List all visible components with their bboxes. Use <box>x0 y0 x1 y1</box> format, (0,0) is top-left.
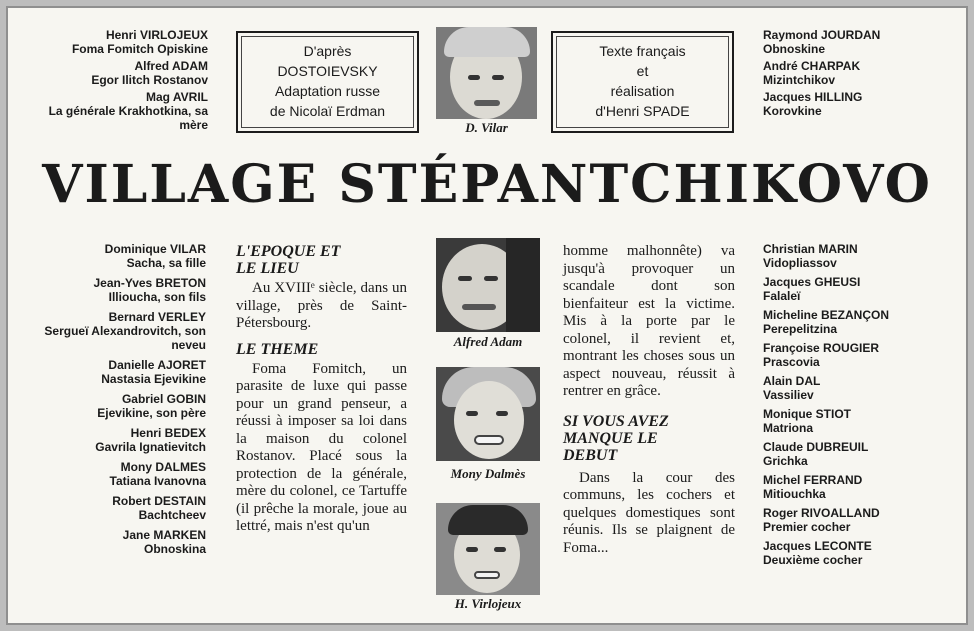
credit-line: et <box>636 63 649 79</box>
actor-name: Claude DUBREUIL <box>763 440 869 454</box>
actor-name: Alain DAL <box>763 374 821 388</box>
actor-name: Mony DALMES <box>120 460 206 474</box>
cast-entry <box>763 407 889 435</box>
actor-name: Gabriel GOBIN <box>121 392 206 406</box>
role-name: Falaleï <box>763 289 801 303</box>
cast-entry <box>763 506 889 534</box>
top-right-cast-list <box>763 28 880 121</box>
role-name: Deuxième cocher <box>763 553 863 567</box>
section-heading: LE THEME <box>236 340 319 358</box>
role-name: Mizintchikov <box>763 73 836 87</box>
cast-entry <box>763 28 880 56</box>
role-name: Gavrila Ignatievitch <box>95 440 206 454</box>
credit-line: Adaptation russe <box>274 83 381 99</box>
right-cast-list <box>763 242 889 572</box>
actor-name: Robert DESTAIN <box>112 494 206 508</box>
role-name: Tatiana Ivanovna <box>109 474 206 488</box>
credit-line: réalisation <box>610 83 675 99</box>
role-name: Mitiouchka <box>763 487 826 501</box>
section-text: Foma Fomitch, un parasite de luxe qui passe pour un grand penseur, a réussi à imposer sa loi dans la maison du colonel Rostanov. Placé sous la protection de la générale, mère du colonel, ce Tartuffe (il prêche la morale, joue au lettré, mais n'est qu'un <box>236 360 407 534</box>
credit-line: D'après <box>303 43 352 59</box>
actor-name: Dominique VILAR <box>104 242 206 256</box>
role-name: Premier cocher <box>763 520 851 534</box>
cast-entry <box>763 242 889 270</box>
role-name: Foma Fomitch Opiskine <box>71 42 208 56</box>
section-text: Dans la cour des communs, les cochers et quelques domestiques sont réunis. Ils se plaignent de Foma... <box>563 469 735 556</box>
role-name: Korovkine <box>763 104 822 118</box>
role-name: Vidopliassov <box>763 256 837 270</box>
role-name: Prascovia <box>763 355 820 369</box>
credit-line: de Nicolaï Erdman <box>269 103 386 119</box>
role-name: Matriona <box>763 421 814 435</box>
cast-entry <box>763 308 889 336</box>
role-name: Perepelitzina <box>763 322 838 336</box>
credits-box-translation <box>551 31 734 133</box>
actor-name: Jacques LECONTE <box>763 539 872 553</box>
actor-name: Jane MARKEN <box>122 528 206 542</box>
article-column-1 <box>236 243 407 536</box>
cast-entry <box>36 358 206 386</box>
page-title: VILLAGE STÉPANTCHIKOVO <box>42 154 932 215</box>
cast-entry <box>763 473 889 501</box>
cast-entry <box>36 528 206 556</box>
section-heading: L'EPOQUE ET LE LIEU <box>236 243 341 277</box>
actor-name: Michel FERRAND <box>763 473 863 487</box>
top-left-cast-list <box>22 28 208 135</box>
cast-entry <box>36 460 206 488</box>
role-name: Bachtcheev <box>138 508 206 522</box>
actor-name: Henri VIRLOJEUX <box>105 28 208 42</box>
role-name: La générale Krakhotkina, sa mère <box>48 104 208 132</box>
actor-name: André CHARPAK <box>763 59 861 73</box>
role-name: Vassiliev <box>763 388 814 402</box>
cast-entry <box>36 276 206 304</box>
cast-entry <box>36 494 206 522</box>
actor-name: Jean-Yves BRETON <box>93 276 206 290</box>
credit-line: DOSTOIEVSKY <box>277 63 378 79</box>
section-heading: SI VOUS AVEZ MANQUE LE DEBUT <box>563 412 669 464</box>
cast-entry <box>763 440 889 468</box>
cast-entry <box>36 242 206 270</box>
cast-entry <box>22 59 208 87</box>
actor-name: Roger RIVOALLAND <box>763 506 880 520</box>
cast-entry <box>22 90 208 132</box>
credit-line: Texte français <box>599 43 686 59</box>
cast-entry <box>36 392 206 420</box>
role-name: Illioucha, son fils <box>108 290 206 304</box>
cast-entry <box>763 275 889 303</box>
actor-name: Monique STIOT <box>763 407 851 421</box>
photo-caption-adam: Alfred Adam <box>453 334 523 349</box>
role-name: Sacha, sa fille <box>126 256 206 270</box>
photo-virlojeux <box>436 503 540 595</box>
actor-name: Raymond JOURDAN <box>763 28 881 42</box>
role-name: Grichka <box>763 454 808 468</box>
cast-entry <box>763 341 889 369</box>
cast-entry <box>36 310 206 352</box>
cast-entry <box>763 90 880 118</box>
cast-entry <box>763 374 889 402</box>
actor-name: Jacques HILLING <box>763 90 863 104</box>
photo-caption-vilar: D. Vilar <box>465 120 508 135</box>
actor-name: Micheline BEZANÇON <box>763 308 890 322</box>
role-name: Obnoskine <box>763 42 826 56</box>
cast-entry <box>36 426 206 454</box>
role-name: Egor Ilitch Rostanov <box>91 73 208 87</box>
role-name: Nastasia Ejevikine <box>101 372 206 386</box>
actor-name: Françoise ROUGIER <box>763 341 880 355</box>
role-name: Ejevikine, son père <box>97 406 206 420</box>
cast-entry <box>763 539 889 567</box>
left-cast-list <box>36 242 206 562</box>
actor-name: Danielle AJORET <box>108 358 206 372</box>
credits-box-adaptation <box>236 31 419 133</box>
role-name: Obnoskina <box>143 542 206 556</box>
cast-entry <box>763 59 880 87</box>
section-text: Au XVIIIᵉ siècle, dans un village, près de Saint-Pétersbourg. <box>236 280 407 331</box>
credit-line: d'Henri SPADE <box>595 103 690 119</box>
photo-dalmes <box>436 367 540 461</box>
actor-name: Henri BEDEX <box>130 426 206 440</box>
photo-caption-dalmes: Mony Dalmès <box>450 466 526 481</box>
cast-entry <box>22 28 208 56</box>
photo-vilar <box>436 27 537 119</box>
photo-adam <box>436 238 540 332</box>
role-name: Sergueï Alexandrovitch, son neveu <box>44 324 206 352</box>
actor-name: Mag AVRIL <box>146 90 208 104</box>
actor-name: Jacques GHEUSI <box>763 275 861 289</box>
article-column-2 <box>563 243 735 557</box>
actor-name: Bernard VERLEY <box>108 310 206 324</box>
actor-name: Alfred ADAM <box>134 59 208 73</box>
section-text: homme malhonnête) va jusqu'à provoquer un scandale dont son bienfaiteur est la victime. Mis à la porte par le colonel, il revient et, montrant les choses sous un aspect nouveau, réussit à rentrer en grâce. <box>563 243 735 399</box>
photo-caption-virlojeux: H. Virlojeux <box>454 596 522 611</box>
actor-name: Christian MARIN <box>763 242 858 256</box>
